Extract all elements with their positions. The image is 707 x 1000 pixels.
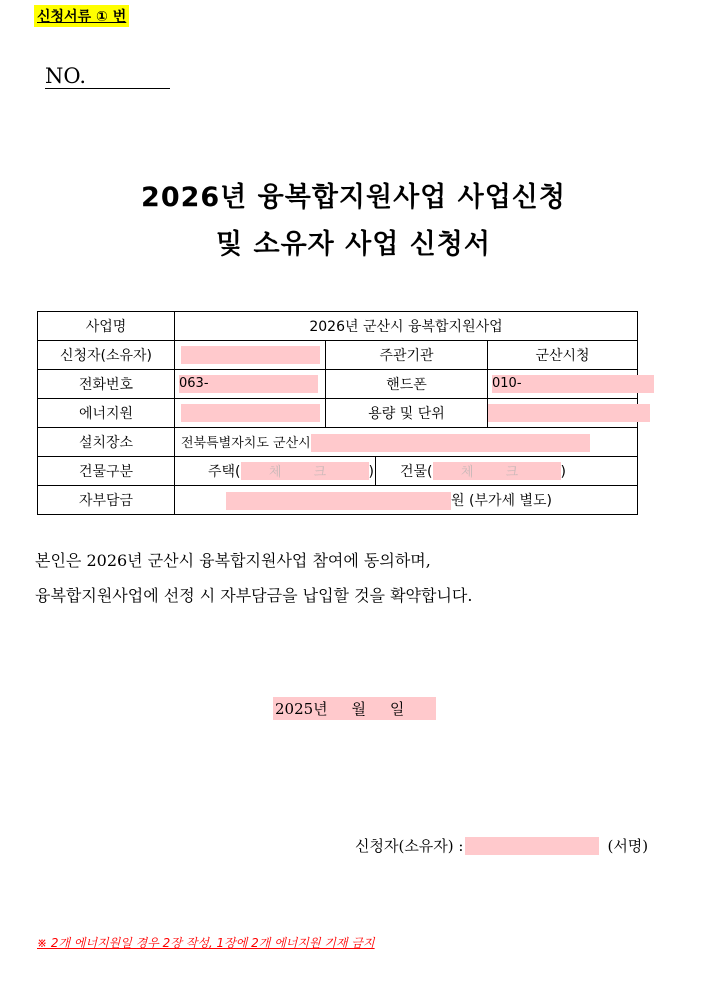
page-title-line1: 2026년 융복합지원사업 사업신청 [141, 182, 566, 213]
capacity-label: 용량 및 단위 [326, 399, 488, 428]
consent-statement-line2: 융복합지원사업에 선정 시 자부담금을 납입할 것을 확약합니다. [35, 586, 473, 605]
self-payment-label: 자부담금 [38, 486, 175, 515]
table-row [38, 370, 638, 399]
document-tag: 신청서류 ① 번 [34, 5, 129, 27]
table-row [38, 312, 638, 341]
table-row [38, 486, 638, 515]
signature-label: 신청자(소유자) : [355, 837, 464, 855]
page-title-line2: 및 소유자 사업 신청서 [216, 229, 491, 260]
house-check[interactable]: 체 크 [241, 462, 369, 480]
location-prefix: 전북특별자치도 군산시 [181, 436, 311, 451]
application-form-table [37, 311, 638, 515]
table-row [38, 341, 638, 370]
building-close-paren: ) [560, 464, 566, 480]
mobile-field[interactable] [488, 370, 638, 399]
energy-source-field[interactable] [175, 399, 326, 428]
project-name-value: 2026년 군산시 융복합지원사업 [175, 312, 638, 341]
signature-suffix: (서명) [607, 837, 649, 855]
number-label: NO. [45, 64, 87, 88]
agency-value: 군산시청 [488, 341, 638, 370]
mobile-label: 핸드폰 [326, 370, 488, 399]
house-option[interactable] [175, 457, 376, 486]
applicant-label: 신청자(소유자) [38, 341, 175, 370]
self-payment-blank [226, 492, 451, 510]
agency-label: 주관기관 [326, 341, 488, 370]
building-option[interactable] [376, 457, 638, 486]
building-check[interactable]: 체 크 [433, 462, 561, 480]
table-row [38, 399, 638, 428]
capacity-field[interactable] [488, 399, 638, 428]
document-number [45, 64, 86, 88]
location-field[interactable] [175, 428, 638, 457]
phone-label: 전화번호 [38, 370, 175, 399]
location-blank [311, 434, 590, 452]
applicant-field[interactable] [175, 341, 326, 370]
signature-line [355, 835, 648, 856]
number-blank-line [45, 88, 170, 89]
project-name-label: 사업명 [38, 312, 175, 341]
location-label: 설치장소 [38, 428, 175, 457]
mobile-value: 010- [492, 375, 654, 393]
application-date[interactable]: 2025년 월 일 [273, 697, 436, 720]
phone-value: 063- [179, 375, 318, 393]
building-option-label: 건물( [400, 464, 433, 480]
energy-source-label: 에너지원 [38, 399, 175, 428]
table-row [38, 457, 638, 486]
house-label: 주택( [208, 464, 241, 480]
consent-statement-line1: 본인은 2026년 군산시 융복합지원사업 참여에 동의하며, [35, 551, 431, 570]
self-payment-suffix: 원 (부가세 별도) [451, 493, 552, 509]
signature-name-field[interactable] [465, 837, 599, 855]
table-row [38, 428, 638, 457]
self-payment-field[interactable] [175, 486, 638, 515]
footnote-warning: ※ 2개 에너지원일 경우 2장 작성, 1장에 2개 에너지원 기재 금지 [37, 936, 375, 950]
building-type-label: 건물구분 [38, 457, 175, 486]
house-close-paren: ) [368, 464, 374, 480]
phone-field[interactable] [175, 370, 326, 399]
